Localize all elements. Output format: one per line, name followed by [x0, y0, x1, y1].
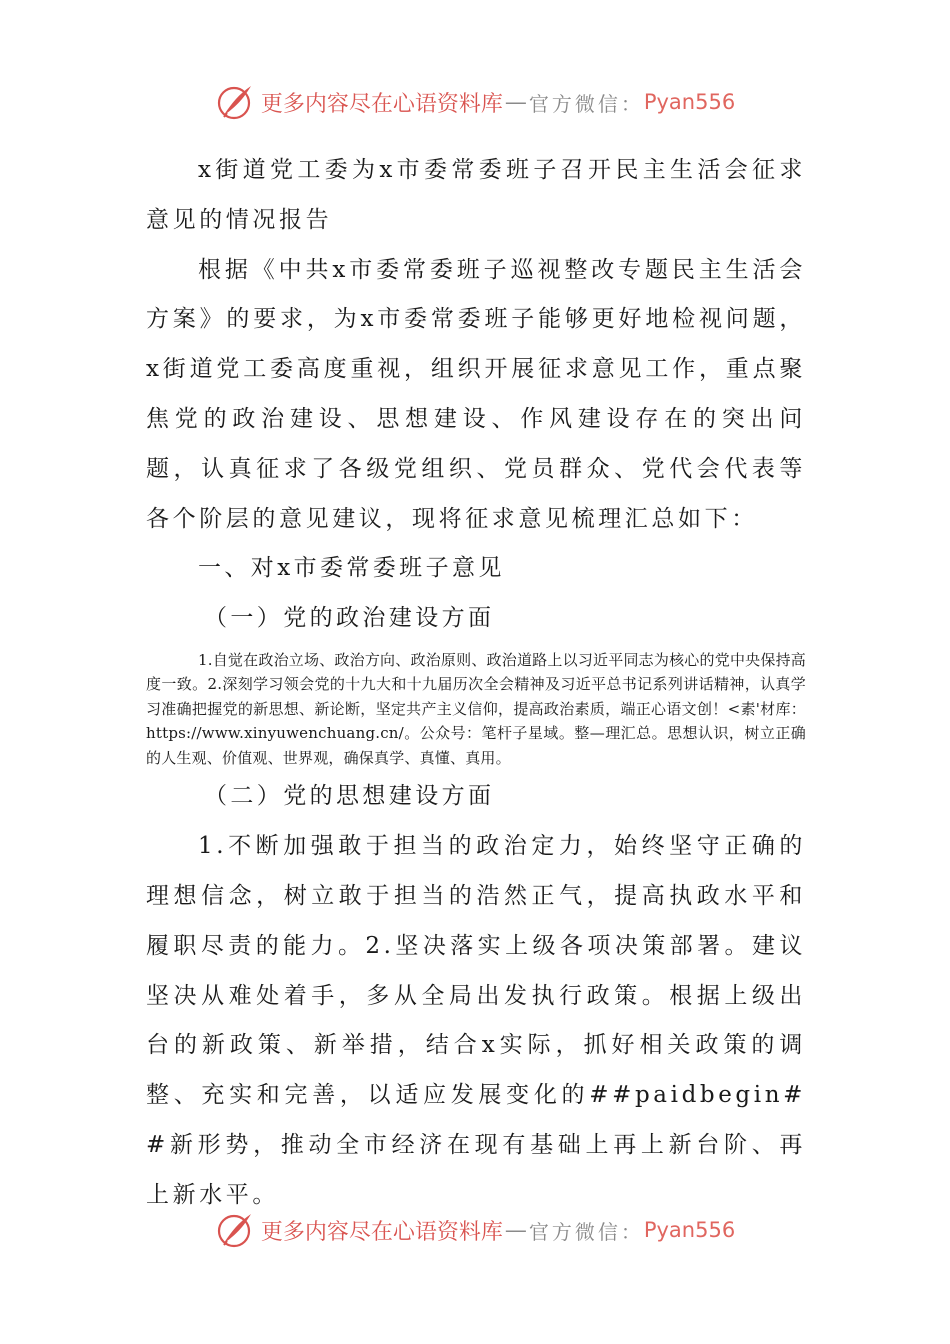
watermark-banner-top [0, 78, 950, 126]
watermark-separator: — [504, 1217, 527, 1243]
document-body [146, 146, 806, 1221]
watermark-wechat-id: Pyan556 [643, 1218, 736, 1242]
subsection-heading-2: （二）党的思想建设方面 [204, 783, 495, 810]
watermark-text: 更多内容尽在心语资料库 [260, 91, 503, 117]
section-heading-1: 一、对x市委常委班子意见 [198, 555, 505, 582]
subsection-body-1: 1.自觉在政治立场、政治方向、政治原则、政治道路上以习近平同志为核心的党中央保持高度一致。2.深刻学习领会党的十九大和十九届历次全会精神及习近平总书记系列讲话精神，认真学习准确把握党的新思想、新论断，坚定共产主义信仰，提高政治素质，端正心语文创！<素'材库：https://www.xinyuwenchuang.cn/。公众号：笔杆子星域。整—理汇总。思想认识，树立正确的人生观、价值观、世界观，确保真学、真懂、真用。 [146, 650, 806, 767]
subsection-body-2: 1.不断加强敢于担当的政治定力，始终坚守正确的理想信念，树立敢于担当的浩然正气，提高执政水平和履职尽责的能力。2.坚决落实上级各项决策部署。建议坚决从难处着手，多从全局出发执行政策。根据上级出台的新政策、新举措，结合x实际，抓好相关政策的调整、充实和完善，以适应发展变化的##paidbegin##新形势，推动全市经济在现有基础上再上新台阶、再上新水平。 [146, 833, 806, 1208]
quill-logo-icon [215, 82, 255, 122]
watermark-wechat-label: 官方微信： [528, 1219, 644, 1244]
watermark-text: 更多内容尽在心语资料库 [260, 1219, 503, 1245]
watermark-separator: — [504, 89, 527, 115]
watermark-wechat-label: 官方微信： [528, 91, 644, 116]
quill-logo-icon [215, 1210, 255, 1250]
watermark-banner-bottom [0, 1206, 950, 1254]
watermark-wechat-id: Pyan556 [643, 90, 736, 114]
intro-paragraph: 根据《中共x市委常委班子巡视整改专题民主生活会方案》的要求，为x市委常委班子能够更好地检视问题，x街道党工委高度重视，组织开展征求意见工作，重点聚焦党的政治建设、思想建设、作风建设存在的突出问题，认真征求了各级党组织、党员群众、党代会代表等各个阶层的意见建议，现将征求意见梳理汇总如下： [146, 256, 806, 532]
document-title: x街道党工委为x市委常委班子召开民主生活会征求意见的情况报告 [146, 157, 806, 233]
subsection-heading-1: （一）党的政治建设方面 [204, 605, 495, 632]
